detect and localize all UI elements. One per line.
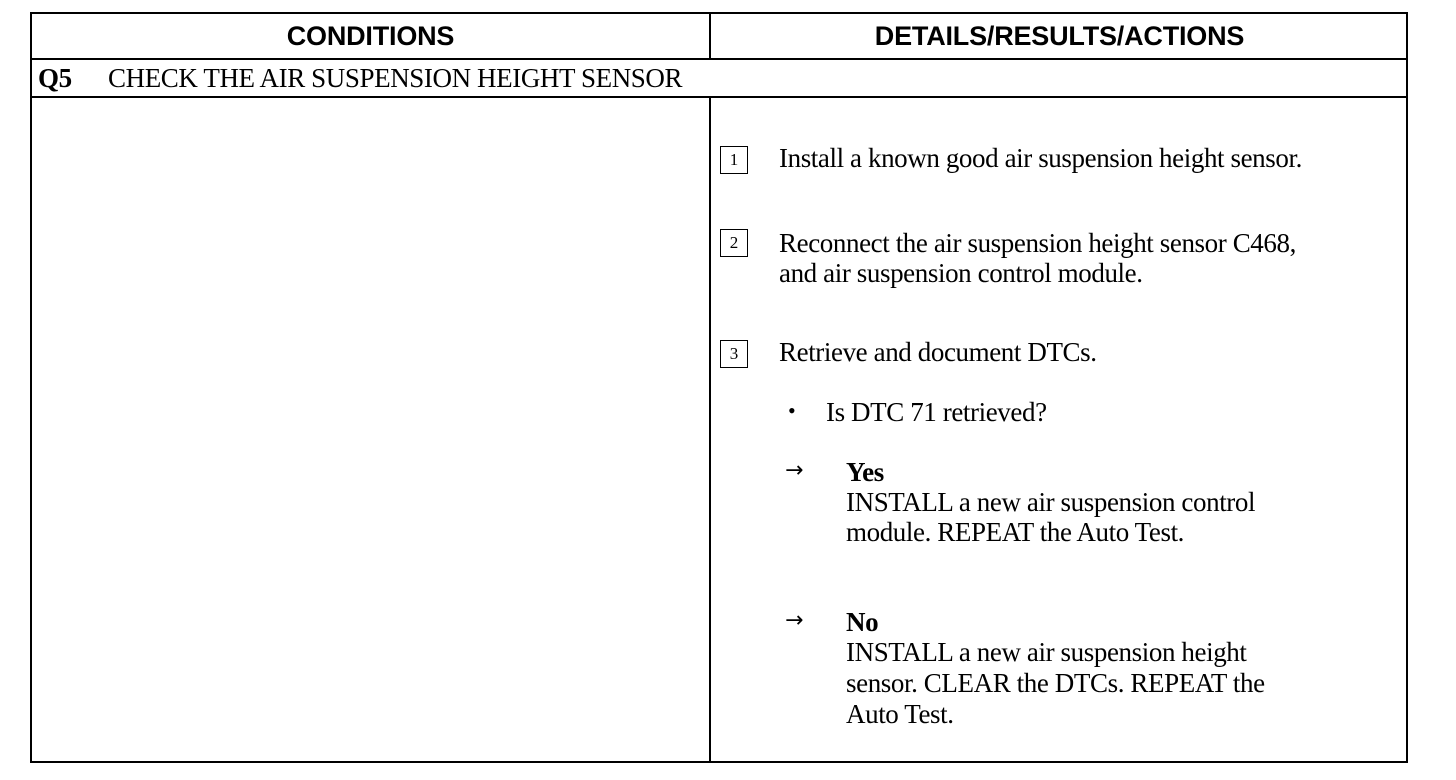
no-label: No	[846, 607, 879, 637]
yes-action-line2: module. REPEAT the Auto Test.	[846, 517, 1185, 547]
step-3-text: Retrieve and document DTCs.	[779, 337, 1097, 367]
table-header	[32, 14, 1406, 60]
no-arrow-icon: →	[785, 608, 804, 633]
question-row	[32, 58, 1406, 98]
check-question: Is DTC 71 retrieved?	[826, 397, 1047, 427]
no-action-line2: sensor. CLEAR the DTCs. REPEAT the	[846, 668, 1265, 698]
conditions-header: CONDITIONS	[286, 20, 455, 51]
yes-label: Yes	[846, 457, 884, 487]
details-header: DETAILS/RESULTS/ACTIONS	[874, 20, 1245, 51]
no-action-line1: INSTALL a new air suspension height	[846, 637, 1247, 667]
conditions-cell	[32, 98, 709, 761]
details-cell	[711, 98, 1406, 761]
step-1-box: 1	[720, 146, 748, 174]
diagnostic-table	[30, 12, 1408, 763]
question-title: CHECK THE AIR SUSPENSION HEIGHT SENSOR	[108, 63, 683, 93]
header-column-divider	[709, 14, 711, 58]
yes-action-line1: INSTALL a new air suspension control	[846, 487, 1256, 517]
check-bullet: •	[788, 398, 796, 423]
step-2-box: 2	[720, 229, 748, 257]
question-number: Q5	[38, 63, 72, 93]
step-2-text-line2: and air suspension control module.	[779, 258, 1143, 288]
step-3-box: 3	[720, 340, 748, 368]
no-action-line3: Auto Test.	[846, 699, 954, 729]
step-2-text-line1: Reconnect the air suspension height sensor C468,	[779, 228, 1296, 258]
yes-arrow-icon: →	[785, 458, 804, 483]
step-1-text: Install a known good air suspension height sensor.	[779, 143, 1302, 173]
